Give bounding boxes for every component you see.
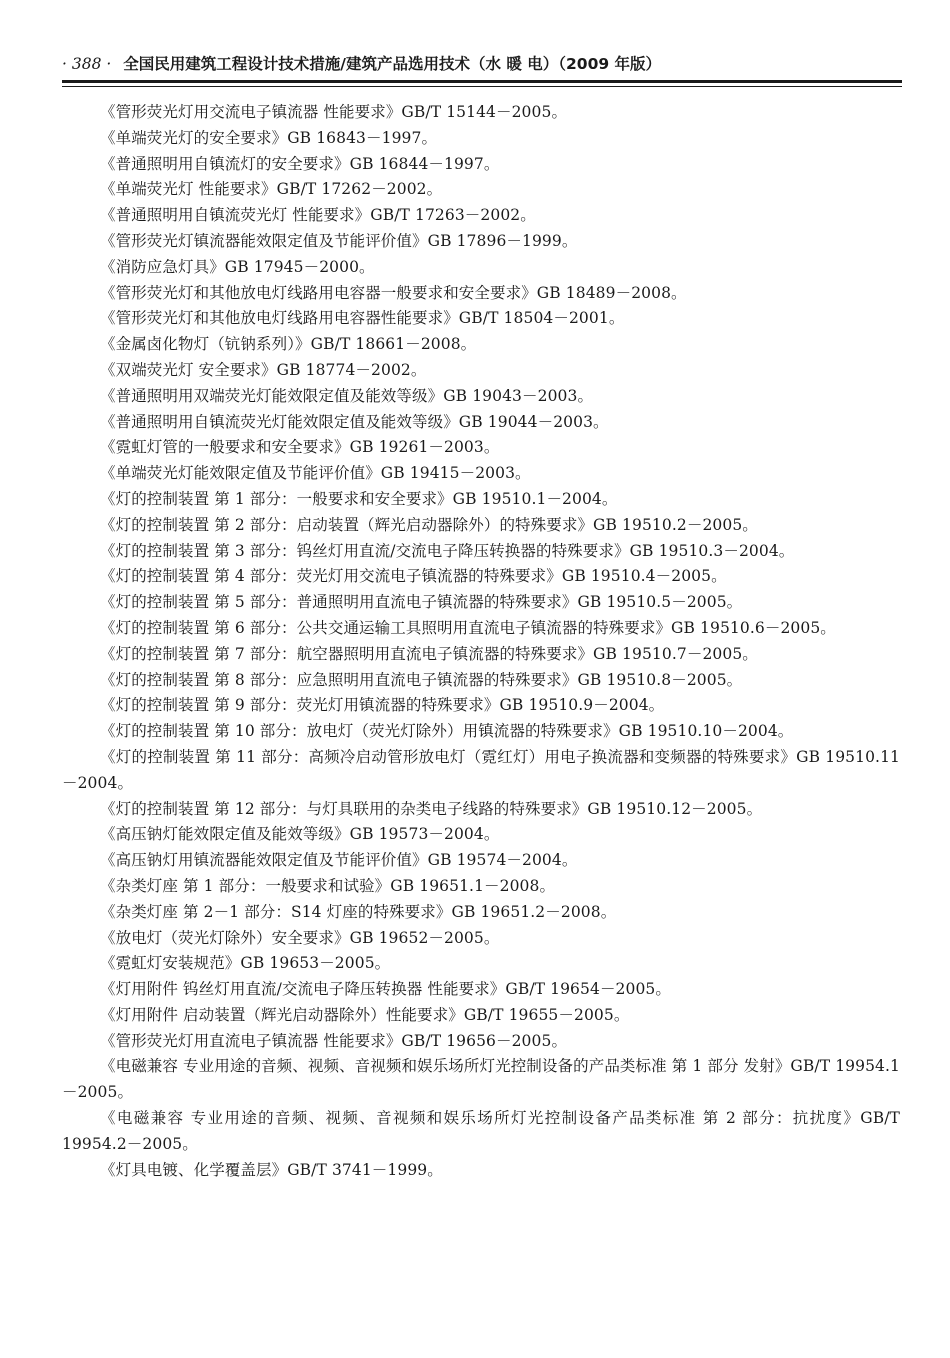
reference-item: 《普通照明用自镇流灯的安全要求》GB 16844－1997。 (100, 154, 500, 173)
reference-item: 《管形荧光灯镇流器能效限定值及节能评价值》GB 17896－1999。 (100, 231, 578, 250)
reference-item: 《灯的控制装置 第 4 部分：荧光灯用交流电子镇流器的特殊要求》GB 19510.4－2005。 (100, 567, 727, 586)
reference-item: 《金属卤化物灯（钪钠系列）》GB/T 18661－2008。 (100, 335, 477, 354)
reference-item: 《杂类灯座 第 1 部分：一般要求和试验》GB 19651.1－2008。 (100, 876, 556, 895)
reference-item: 《灯的控制装置 第 11 部分：高频冷启动管形放电灯（霓红灯）用电子换流器和变频器的特殊要求》GB 19510.11－2004。 (62, 747, 900, 792)
reference-item: 《普通照明用自镇流荧光灯能效限定值及能效等级》GB 19044－2003。 (100, 412, 609, 431)
reference-item: 《灯的控制装置 第 6 部分：公共交通运输工具照明用直流电子镇流器的特殊要求》GB 19510.6－2005。 (100, 618, 836, 637)
reference-item: 《电磁兼容 专业用途的音频、视频、音视频和娱乐场所灯光控制设备产品类标准 第 2 部分：抗扰度》GB/T 19954.2－2005。 (62, 1109, 900, 1153)
reference-item: 《灯用附件 钨丝灯用直流/交流电子降压转换器 性能要求》GB/T 19654－2005。 (100, 980, 671, 999)
reference-item: 《电磁兼容 专业用途的音频、视频、音视频和娱乐场所灯光控制设备的产品类标准 第 1 部分 发射》GB/T 19954.1－2005。 (62, 1057, 900, 1102)
header-rule-thick (62, 80, 902, 83)
reference-item: 《普通照明用双端荧光灯能效限定值及能效等级》GB 19043－2003。 (100, 386, 594, 405)
reference-item: 《灯的控制装置 第 1 部分：一般要求和安全要求》GB 19510.1－2004。 (100, 489, 618, 508)
reference-item: 《高压钠灯能效限定值及能效等级》GB 19573－2004。 (100, 825, 500, 844)
book-title: 全国民用建筑工程设计技术措施/建筑产品选用技术（水 暖 电）（2009 年版） (123, 55, 662, 73)
reference-item: 《灯的控制装置 第 7 部分：航空器照明用直流电子镇流器的特殊要求》GB 19510.7－2005。 (100, 644, 758, 663)
reference-item: 《单端荧光灯的安全要求》GB 16843－1997。 (100, 128, 438, 147)
reference-item: 《霓虹灯安装规范》GB 19653－2005。 (100, 954, 391, 973)
reference-item: 《灯的控制装置 第 9 部分：荧光灯用镇流器的特殊要求》GB 19510.9－2004。 (100, 696, 665, 715)
reference-item: 《消防应急灯具》GB 17945－2000。 (100, 257, 375, 276)
header-line (62, 52, 661, 74)
reference-item: 《管形荧光灯和其他放电灯线路用电容器一般要求和安全要求》GB 18489－2008。 (100, 283, 687, 302)
reference-item: 《管形荧光灯用交流电子镇流器 性能要求》GB/T 15144－2005。 (100, 103, 568, 121)
reference-item: 《灯用附件 启动装置（辉光启动器除外）性能要求》GB/T 19655－2005。 (100, 1005, 630, 1024)
reference-item: 《杂类灯座 第 2－1 部分：S14 灯座的特殊要求》GB 19651.2－2008。 (100, 902, 617, 921)
reference-item: 《管形荧光灯和其他放电灯线路用电容器性能要求》GB/T 18504－2001。 (100, 309, 625, 328)
reference-item: 《单端荧光灯 性能要求》GB/T 17262－2002。 (100, 180, 443, 199)
reference-item: 《灯的控制装置 第 8 部分：应急照明用直流电子镇流器的特殊要求》GB 19510.8－2005。 (100, 670, 743, 689)
reference-item: 《单端荧光灯能效限定值及节能评价值》GB 19415－2003。 (100, 464, 531, 483)
header-rule-thin (62, 86, 902, 87)
reference-item: 《灯的控制装置 第 3 部分：钨丝灯用直流/交流电子降压转换器的特殊要求》GB 19510.3－2004。 (100, 541, 795, 560)
reference-item: 《普通照明用自镇流荧光灯 性能要求》GB/T 17263－2002。 (100, 206, 536, 225)
reference-item: 《灯的控制装置 第 12 部分：与灯具联用的杂类电子线路的特殊要求》GB 19510.12－2005。 (100, 799, 763, 818)
page-number: · 388 · (62, 55, 112, 73)
reference-item: 《高压钠灯用镇流器能效限定值及节能评价值》GB 19574－2004。 (100, 851, 578, 870)
reference-item: 《双端荧光灯 安全要求》GB 18774－2002。 (100, 360, 427, 379)
reference-item: 《灯具电镀、化学覆盖层》GB/T 3741－1999。 (100, 1160, 443, 1179)
reference-item: 《管形荧光灯用直流电子镇流器 性能要求》GB/T 19656－2005。 (100, 1031, 568, 1050)
reference-item: 《灯的控制装置 第 5 部分：普通照明用直流电子镇流器的特殊要求》GB 19510.5－2005。 (100, 593, 743, 612)
reference-item: 《灯的控制装置 第 10 部分：放电灯（荧光灯除外）用镇流器的特殊要求》GB 19510.10－2004。 (100, 722, 794, 741)
reference-item: 《放电灯（荧光灯除外）安全要求》GB 19652－2005。 (100, 928, 500, 947)
reference-item: 《霓虹灯管的一般要求和安全要求》GB 19261－2003。 (100, 438, 500, 457)
reference-item: 《灯的控制装置 第 2 部分：启动装置（辉光启动器除外）的特殊要求》GB 19510.2－2005。 (100, 515, 758, 534)
page-header (62, 48, 902, 80)
reference-list (62, 100, 900, 1183)
